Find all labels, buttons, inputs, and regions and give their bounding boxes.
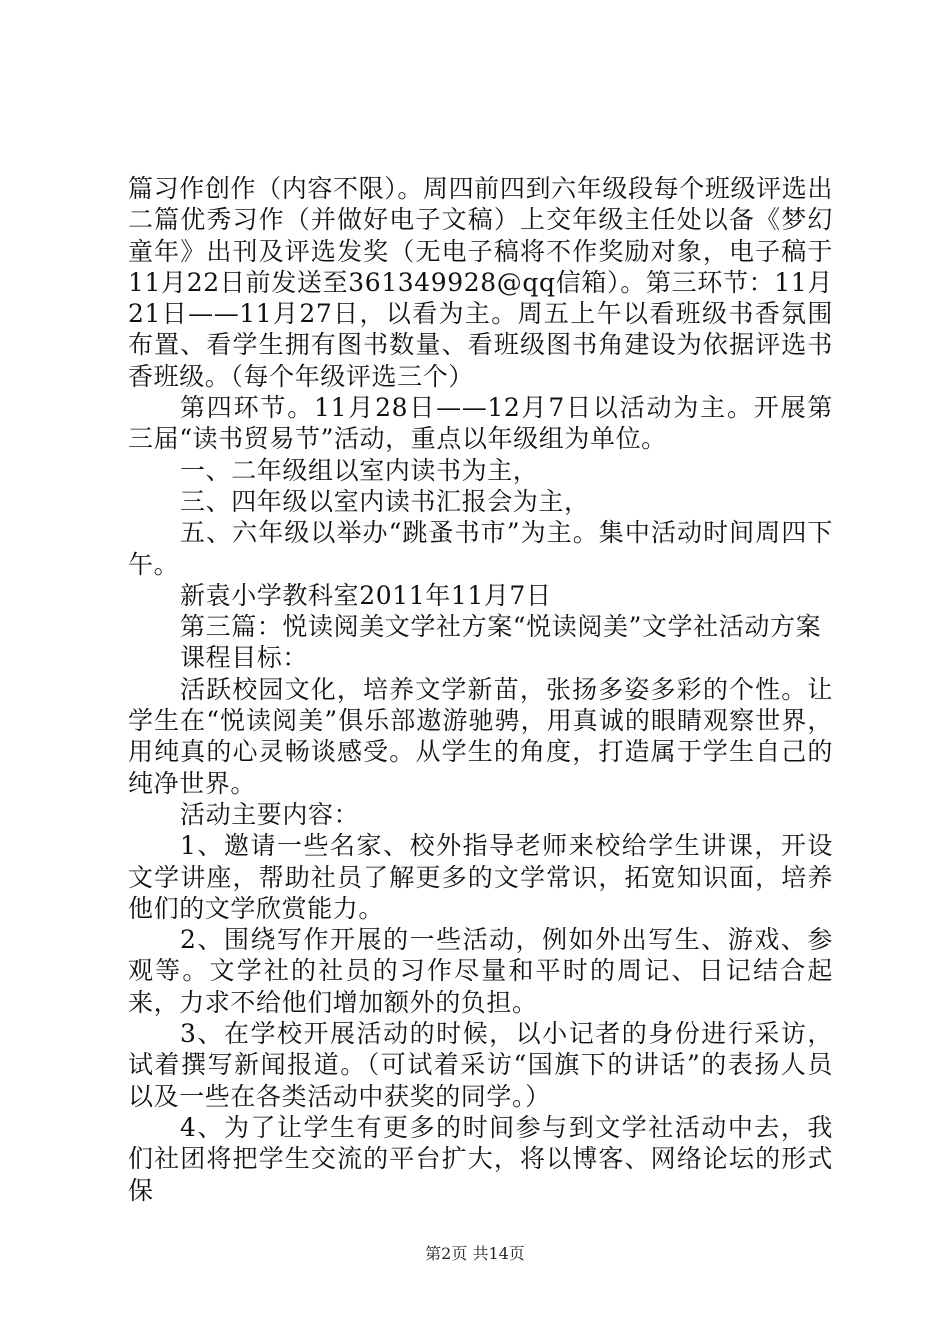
paragraph-item-3: 3、在学校开展活动的时候，以小记者的身份进行采访，试着撰写新闻报道。（可试着采访“国旗下的讲话”的表扬人员以及一些在各类活动中获奖的同学。） <box>128 1019 833 1111</box>
paragraph-signature: 新袁小学教科室2011年11月7日 <box>180 580 552 610</box>
document-body <box>128 173 833 1206</box>
paragraph-grade-one-two: 一、二年级组以室内读书为主， <box>180 455 539 485</box>
paragraph-item-4: 4、为了让学生有更多的时间参与到文学社活动中去，我们社团将把学生交流的平台扩大，将以博客、网络论坛的形式保 <box>128 1112 833 1205</box>
paragraph-course-goal-heading: 课程目标： <box>180 643 309 673</box>
paragraph-item-1: 1、邀请一些名家、校外指导老师来校给学生讲课，开设文学讲座，帮助社员了解更多的文学常识，拓宽知识面，培养他们的文学欣赏能力。 <box>128 831 833 923</box>
paragraph-section-title: 第三篇：悦读阅美文学社方案“悦读阅美”文学社活动方案 <box>180 612 822 642</box>
paragraph-stage-four: 第四环节。11月28日——12月7日以活动为主。开展第三届“读书贸易节”活动，重点以年级组为单位。 <box>128 393 833 454</box>
paragraph-activity-heading: 活动主要内容： <box>180 799 360 829</box>
paragraph-item-2: 2、围绕写作开展的一些活动，例如外出写生、游戏、参观等。文学社的社员的习作尽量和平时的周记、日记结合起来，力求不给他们增加额外的负担。 <box>128 925 833 1017</box>
paragraph-continuation: 篇习作创作（内容不限）。周四前四到六年级段每个班级评选出二篇优秀习作（并做好电子文稿）上交年级主任处以备《梦幻童年》出刊及评选发奖（无电子稿将不作奖励对象，电子稿于11月22日前发送至361349928@qq信箱）。第三环节：11月21日——11月27日，以看为主。周五上午以看班级书香氛围布置、看学生拥有图书数量、看班级图书角建设为依据评选书香班级。（每个年级评选三个） <box>128 174 833 391</box>
page-number-footer: 第2页 共14页 <box>425 1244 525 1263</box>
paragraph-grade-five-six: 五、六年级以举办“跳蚤书市”为主。集中活动时间周四下午。 <box>128 518 833 579</box>
paragraph-grade-three-four: 三、四年级以室内读书汇报会为主， <box>180 486 590 516</box>
paragraph-course-goal: 活跃校园文化，培养文学新苗，张扬多姿多彩的个性。让学生在“悦读阅美”俱乐部遨游驰骋，用真诚的眼睛观察世界，用纯真的心灵畅谈感受。从学生的角度，打造属于学生自己的纯净世界。 <box>128 674 833 798</box>
